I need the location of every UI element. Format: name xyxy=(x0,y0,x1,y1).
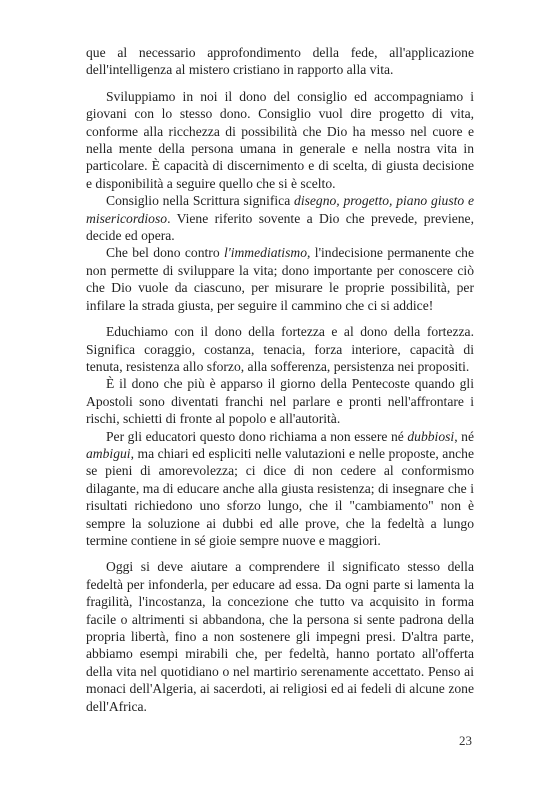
page-number: 23 xyxy=(459,733,472,748)
text-run: Consiglio nella Scrittura significa xyxy=(106,193,295,209)
italic-run: l'immediatismo xyxy=(224,245,307,261)
text-run: que al necessario approfondimento della fede, all'applicazione dell'intelligenza al mistero cristiano in rapporto alla vita. xyxy=(86,45,474,78)
text-run: , né xyxy=(454,428,474,444)
text-run: Oggi si deve aiutare a comprendere il significato stesso della fedeltà per infonderla, per educare ad essa. Da ogni parte si lamenta la fragilità, l'incostanza, la concezione che tutto va acquisito in forma facile o altrimenti si abbandona, che la persona si sente padrona della propria libertà, fino a non sostenere gli impegni presi. D'altra parte, abbiamo esempi mirabili che, per fedeltà, hanno portato all'offerta della vita nel quotidiano o nel martirio serenamente accettato. Penso ai monaci dell'Algeria, ai sacerdoti, ai religiosi ed ai fedeli di alcune zone dell'Africa. xyxy=(86,559,474,714)
paragraph-scrittura xyxy=(86,192,474,244)
paragraph-educatori xyxy=(86,428,474,550)
paragraph-immediatismo xyxy=(86,244,474,314)
paragraph-pentecoste xyxy=(86,375,474,427)
italic-run: ambigui xyxy=(86,445,131,461)
italic-run: dubbiosi xyxy=(407,428,455,444)
text-run: . Viene riferito sovente a Dio che prevede, previene, decide ed opera. xyxy=(86,210,474,244)
paragraph-fedelta xyxy=(86,558,474,715)
text-run: Per gli educatori questo dono richiama a non essere né xyxy=(106,428,408,444)
text-run: , ma chiari ed espliciti nelle valutazioni e nelle proposte, anche se pieni di amorevolezza; ci dice di non cedere al conformismo dilagante, ma di educare anche alla giusta resistenza; di insegnare che i risultati richiedono uno sforzo lungo, che il "cambiamento" non è sempre la soluzione ai dubbi ed alle prove, che la fedeltà a lungo termine contiene in sé gioie sempre nuove e maggiori. xyxy=(86,445,474,548)
text-run: Sviluppiamo in noi il dono del consiglio ed accompagniamo i giovani con lo stesso dono. Consiglio vuol dire progetto di vita, conforme alla ricchezza di possibilità che Dio ha messo nel cuore e nella mente della persona umana in generale e nella nostra vita in particolare. È capacità di discernimento e di scelta, di giusta decisione e disponibilità a seguire quello che si è scelto. xyxy=(86,88,474,191)
text-run: Che bel dono contro xyxy=(106,245,225,261)
text-run: È il dono che più è apparso il giorno della Pentecoste quando gli Apostoli sono diventati franchi nel parlare e pronti nell'affrontare i rischi, schietti di fronte al popolo e all'autorità. xyxy=(86,376,474,427)
text-run: , l'indecisione permanente che non permette di sviluppare la vita; dono importante per conoscere ciò che Dio vuole da ciascuno, per misurare le proprie possibilità, per infilare la strada giusta, per seguire il cammino che ci si addice! xyxy=(86,245,475,313)
paragraph-consiglio xyxy=(86,88,474,192)
italic-run: disegno, progetto, piano giusto e misericordioso xyxy=(86,193,474,226)
text-run: Educhiamo con il dono della fortezza e al dono della fortezza. Significa coraggio, costanza, tenacia, forza interiore, capacità di tenuta, resistenza allo sforzo, alla sofferenza, persistenza nei propositi. xyxy=(86,324,474,374)
paragraph-fortezza xyxy=(86,323,474,375)
paragraph-continuation xyxy=(86,44,474,79)
body-text xyxy=(86,44,474,715)
